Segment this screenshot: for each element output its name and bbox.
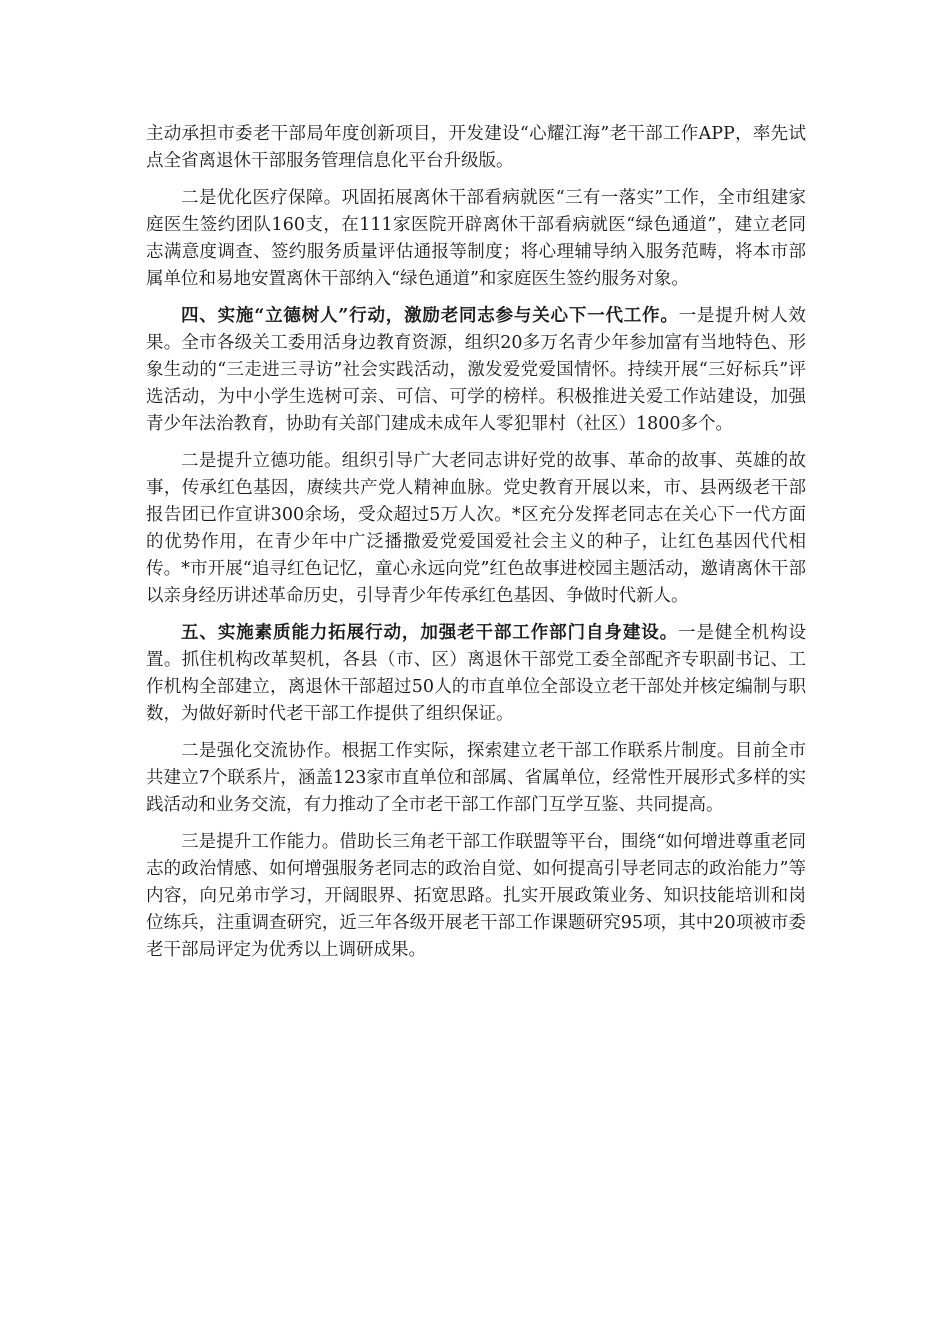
paragraph-text: 二是强化交流协作。根据工作实际，探索建立老干部工作联系片制度。目前全市共建立7个联系片，涵盖123家市直单位和部属、省属单位，经常性开展形式多样的实践活动和业务交流，有力推动了全市老干部工作部门互学互鉴、共同提高。 [146,741,806,815]
paragraph-app-project [146,121,806,175]
paragraph-section-four [146,303,806,438]
section-heading-four: 四、实施“立德树人”行动，激励老同志参与关心下一代工作。 [181,306,679,326]
paragraph-medical-care [146,185,806,293]
paragraph-text: 主动承担市委老干部局年度创新项目，开发建设“心耀江海”老干部工作APP，率先试点全省离退休干部服务管理信息化平台升级版。 [146,124,806,171]
paragraph-section-five [146,620,806,728]
paragraph-work-capacity [146,829,806,964]
paragraph-text: 二是提升立德功能。组织引导广大老同志讲好党的故事、革命的故事、英雄的故事，传承红色基因，赓续共产党人精神血脉。党史教育开展以来，市、县两级老干部报告团已作宣讲300余场，受众超过5万人次。*区充分发挥老同志在关心下一代方面的优势作用，在青少年中广泛播撒爱党爱国爱社会主义的种子，让红色基因代代相传。*市开展“追寻红色记忆，童心永远向党”红色故事进校园主题活动，邀请离休干部以亲身经历讲述革命历史，引导青少年传承红色基因、争做时代新人。 [146,451,806,606]
document-body [146,121,806,974]
paragraph-text: 一是健全机构设置。抓住机构改革契机，各县（市、区）离退休干部党工委全部配齐专职副书记、工作机构全部建立，离退休干部超过50人的市直单位全部设立老干部处并核定编制与职数，为做好新时代老干部工作提供了组织保证。 [146,623,807,724]
paragraph-exchange-cooperation [146,738,806,819]
paragraph-text: 一是提升树人效果。全市各级关工委用活身边教育资源，组织20多万名青少年参加富有当地特色、形象生动的“三走进三寻访”社会实践活动，激发爱党爱国情怀。持续开展“三好标兵”评选活动，为中小学生选树可亲、可信、可学的榜样。积极推进关爱工作站建设，加强青少年法治教育，协助有关部门建成未成年人零犯罪村（社区）1800多个。 [146,306,806,434]
section-heading-five: 五、实施素质能力拓展行动，加强老干部工作部门自身建设。 [181,623,679,643]
paragraph-text: 二是优化医疗保障。巩固拓展离休干部看病就医“三有一落实”工作，全市组建家庭医生签约团队160支，在111家医院开辟离休干部看病就医“绿色通道”，建立老同志满意度调查、签约服务质量评估通报等制度；将心理辅导纳入服务范畴，将本市部属单位和易地安置离休干部纳入“绿色通道”和家庭医生签约服务对象。 [146,188,806,289]
paragraph-text: 三是提升工作能力。借助长三角老干部工作联盟等平台，围绕“如何增进尊重老同志的政治情感、如何增强服务老同志的政治自觉、如何提高引导老同志的政治能力”等内容，向兄弟市学习，开阔眼界、拓宽思路。扎实开展政策业务、知识技能培训和岗位练兵，注重调查研究，近三年各级开展老干部工作课题研究95项，其中20项被市委老干部局评定为优秀以上调研成果。 [146,832,806,960]
paragraph-moral-education [146,448,806,610]
